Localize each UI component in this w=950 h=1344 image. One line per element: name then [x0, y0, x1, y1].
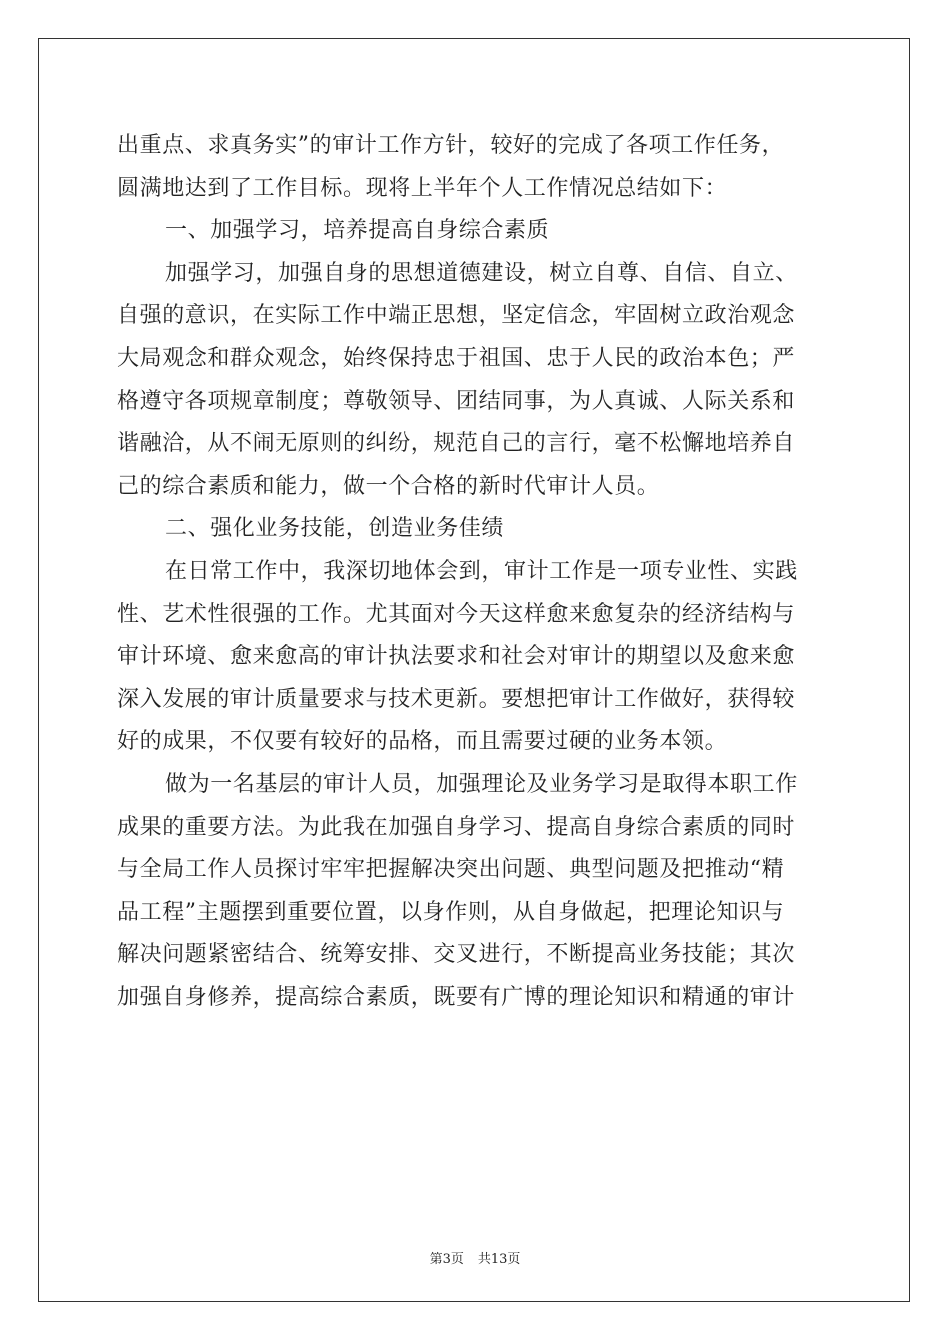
text-line: 己的综合素质和能力，做一个合格的新时代审计人员。: [117, 473, 660, 499]
text-line: 成果的重要方法。为此我在加强自身学习、提高自身综合素质的同时: [117, 814, 796, 840]
page-number: 第3页: [429, 1252, 464, 1267]
section-heading: 一、加强学习，培养提高自身综合素质: [165, 218, 550, 244]
page-total: 共13页: [477, 1252, 521, 1267]
text-line: 圆满地达到了工作目标。现将上半年个人工作情况总结如下：: [117, 175, 728, 201]
text-line: 解决问题紧密结合、统筹安排、交叉进行，不断提高业务技能；其次: [117, 942, 796, 968]
paragraph-start: 做为一名基层的审计人员，加强理论及业务学习是取得本职工作: [165, 771, 798, 797]
text-line: 加强自身修养，提高综合素质，既要有广博的理论知识和精通的审计: [117, 984, 796, 1010]
text-line: 自强的意识，在实际工作中端正思想，坚定信念，牢固树立政治观念: [117, 303, 796, 329]
document-body: [117, 125, 835, 1019]
text-line: 大局观念和群众观念，始终保持忠于祖国、忠于人民的政治本色；严: [117, 345, 796, 371]
text-line: 与全局工作人员探讨牢牢把握解决突出问题、典型问题及把推动“精: [117, 857, 785, 883]
page-footer: [0, 1248, 950, 1267]
text-line: 深入发展的审计质量要求与技术更新。要想把审计工作做好，获得较: [117, 686, 796, 712]
text-line: 审计环境、愈来愈高的审计执法要求和社会对审计的期望以及愈来愈: [117, 644, 796, 670]
text-line: 出重点、求真务实”的审计工作方针，较好的完成了各项工作任务，: [117, 133, 785, 158]
text-line: 性、艺术性很强的工作。尤其面对今天这样愈来愈复杂的经济结构与: [117, 601, 796, 627]
text-line: 格遵守各项规章制度；尊敬领导、团结同事，为人真诚、人际关系和: [117, 388, 796, 414]
section-heading: 二、强化业务技能，创造业务佳绩: [165, 516, 505, 542]
text-line: 谐融洽，从不闹无原则的纠纷，规范自己的言行，毫不松懈地培养自: [117, 431, 796, 457]
paragraph-start: 在日常工作中，我深切地体会到，审计工作是一项专业性、实践: [165, 558, 798, 584]
text-line: 好的成果，不仅要有较好的品格，而且需要过硬的业务本领。: [117, 729, 728, 755]
paragraph-start: 加强学习，加强自身的思想道德建设，树立自尊、自信、自立、: [165, 260, 798, 286]
text-line: 品工程”主题摆到重要位置，以身作则，从自身做起，把理论知识与: [117, 899, 785, 925]
